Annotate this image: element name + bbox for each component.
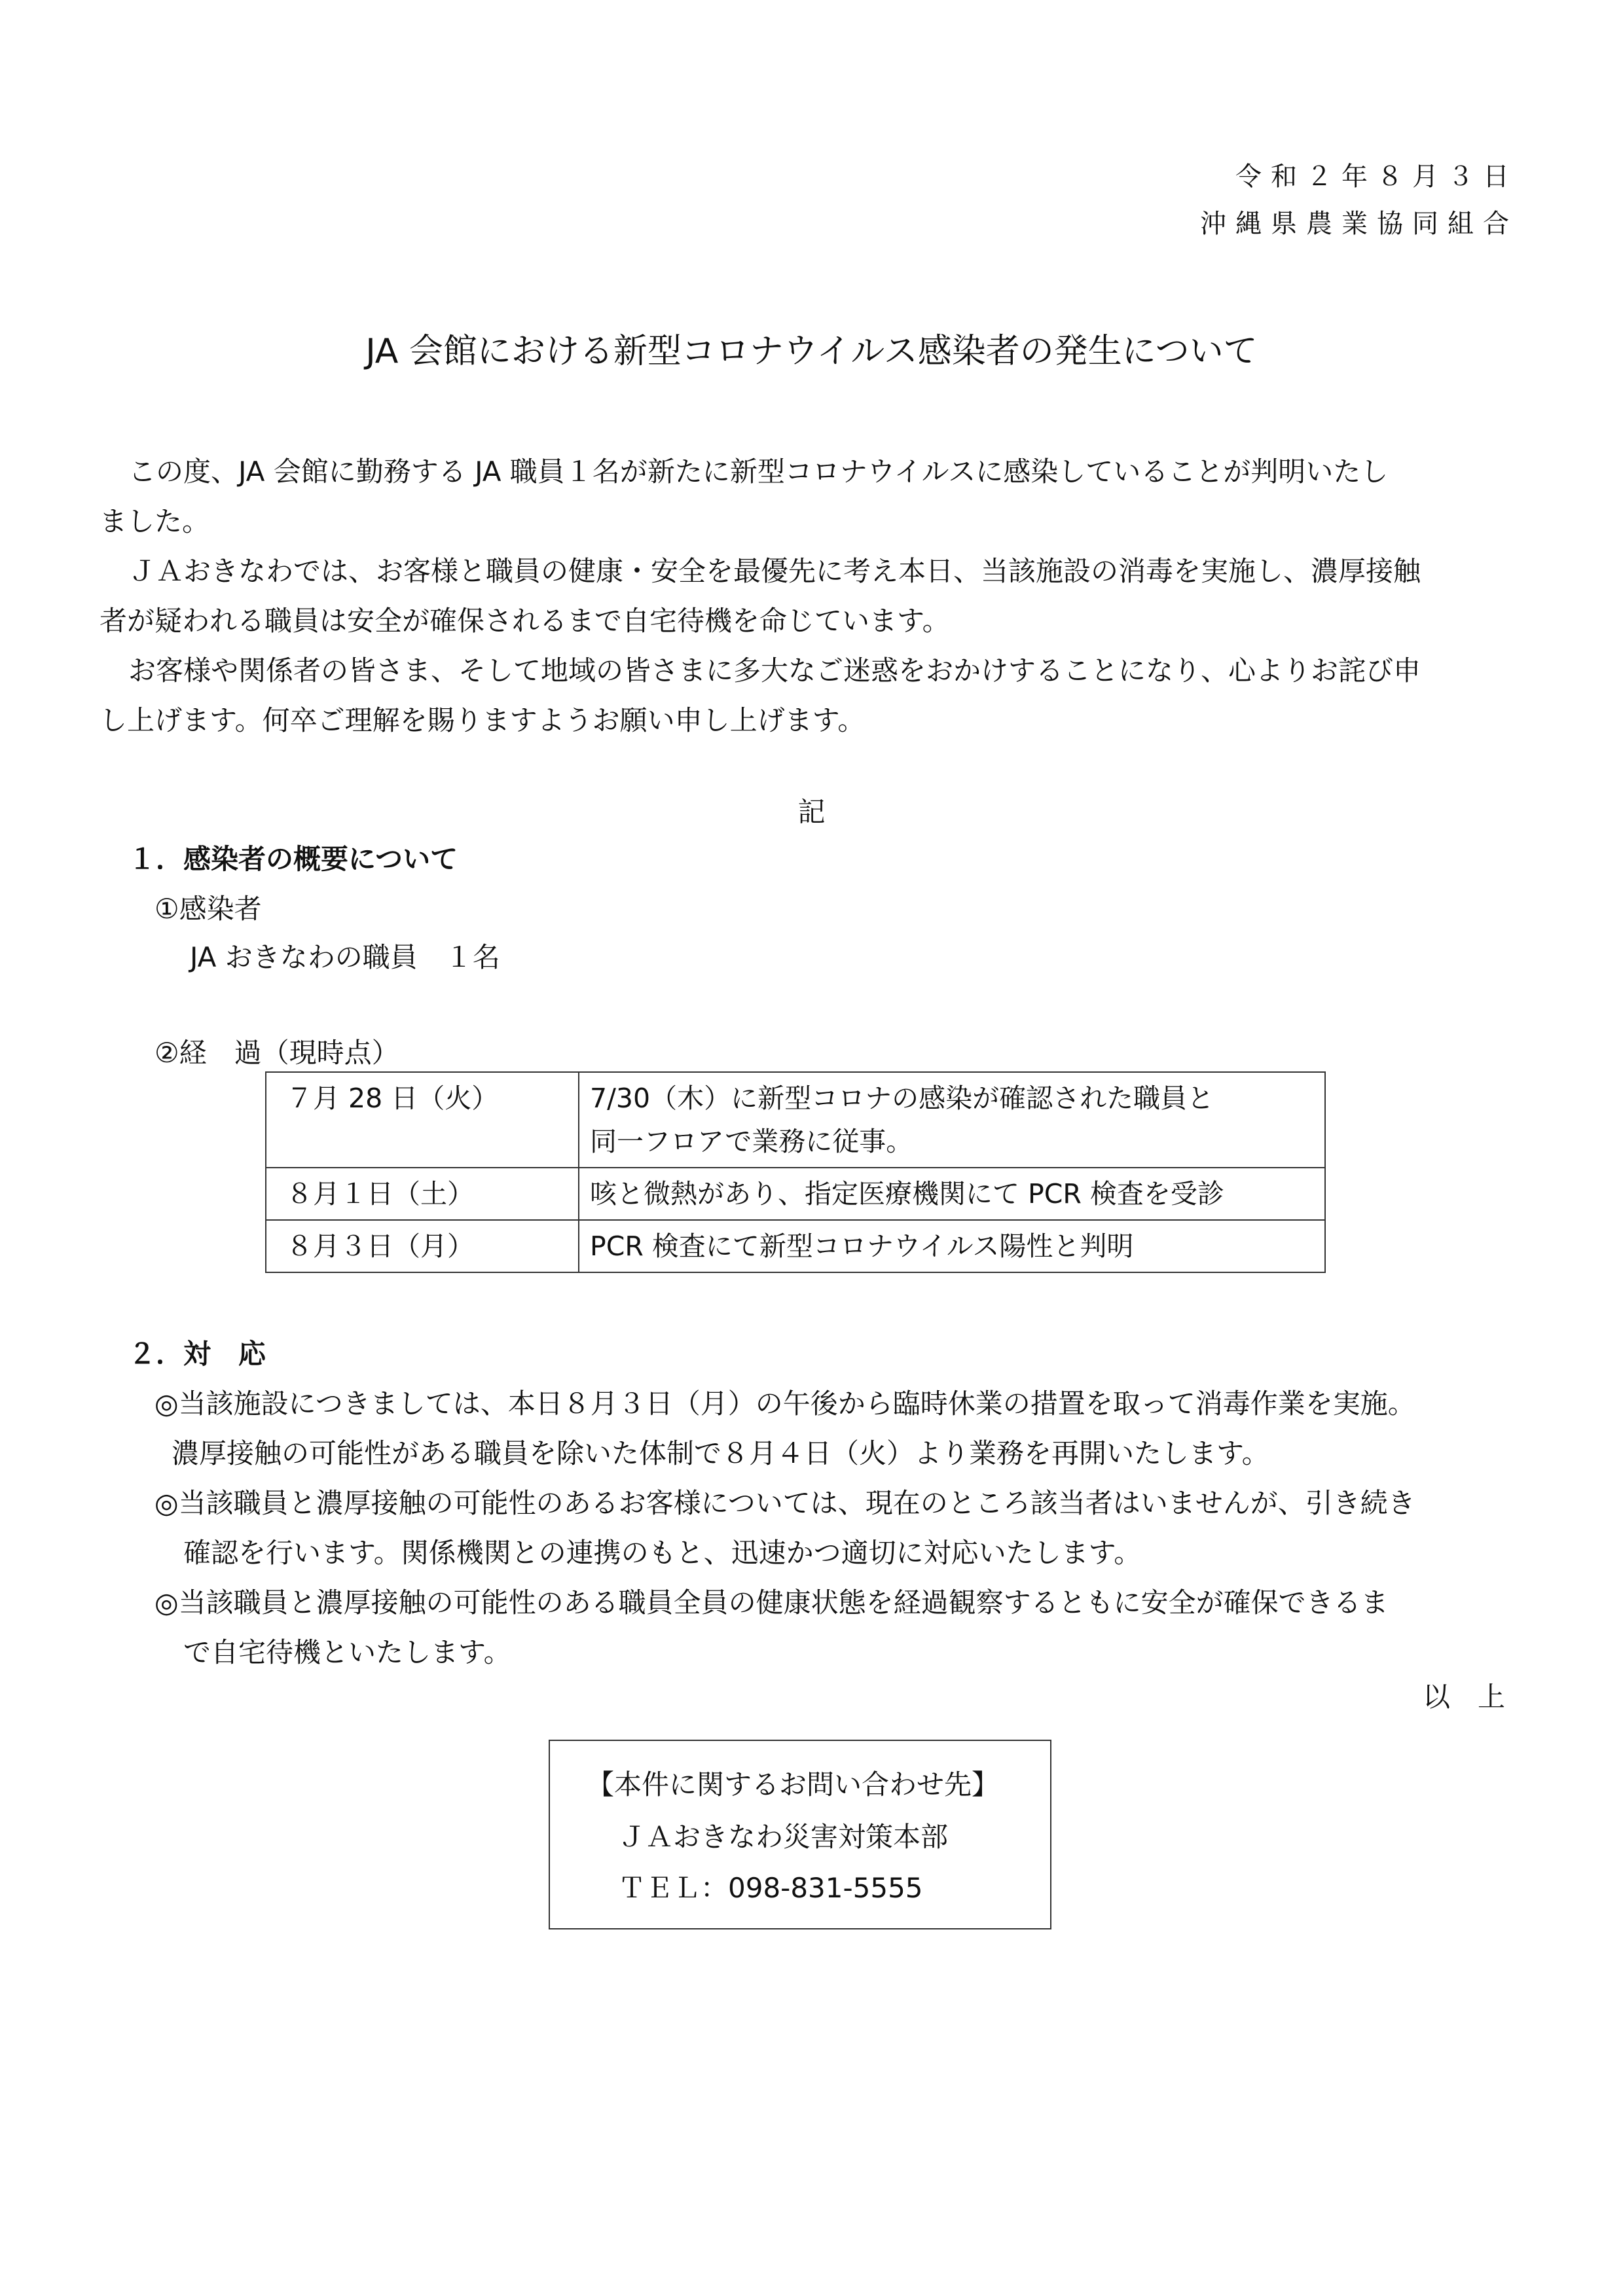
response-item-2-cont: 確認を行います。関係機関との連携のもと、迅速かつ適切に対応いたします。 bbox=[183, 1537, 1142, 1569]
progress-table bbox=[265, 1071, 1326, 1273]
ki-heading: 記 bbox=[797, 796, 826, 828]
infected-label: ①感染者 bbox=[155, 893, 262, 925]
p2-line1: ＪＡおきなわでは、お客様と職員の健康・安全を最優先に考え本日、当該施設の消毒を実施し、濃厚接触 bbox=[128, 555, 1421, 587]
p1-line2: ました。 bbox=[100, 505, 210, 537]
p3-line1: お客様や関係者の皆さま、そして地域の皆さまに多大なご迷惑をおかけすることになり、心よりお詫び申 bbox=[128, 655, 1421, 687]
table-cell-date: ８月１日（土） bbox=[266, 1168, 579, 1220]
response-item-3: ◎当該職員と濃厚接触の可能性のある職員全員の健康状態を経過観察するともに安全が確保できるま bbox=[155, 1587, 1389, 1619]
document-title: JA 会館における新型コロナウイルス感染者の発生について bbox=[365, 332, 1258, 371]
body-paragraph-3 bbox=[100, 649, 1421, 689]
issuing-organization: 沖縄県農業協同組合 bbox=[1200, 209, 1518, 239]
table-row bbox=[266, 1072, 1325, 1168]
response-item-1: ◎当該施設につきましては、本日８月３日（月）の午後から臨時休業の措置を取って消毒作業を実施。 bbox=[155, 1388, 1415, 1420]
table-row bbox=[266, 1220, 1325, 1272]
body-paragraph-1 bbox=[100, 450, 1388, 490]
response-item-1-cont: 濃厚接触の可能性がある職員を除いた体制で８月４日（火）より業務を再開いたします。 bbox=[172, 1437, 1269, 1469]
contact-phone: ＴＥＬ：098-831-5555 bbox=[618, 1872, 923, 1904]
contact-heading: 【本件に関するお問い合わせ先】 bbox=[587, 1768, 1000, 1801]
table-cell-event bbox=[579, 1072, 1325, 1168]
p2-line2: 者が疑われる職員は安全が確保されるまで自宅待機を命じています。 bbox=[100, 605, 950, 637]
contact-box bbox=[549, 1740, 1051, 1929]
event-line: 同一フロアで業務に従事。 bbox=[590, 1126, 913, 1157]
event-line: 7/30（木）に新型コロナの感染が確認された職員と bbox=[590, 1083, 1214, 1114]
section1-heading: １．感染者の概要について bbox=[128, 843, 458, 875]
p1-line1: この度、JA 会館に勤務する JA 職員１名が新たに新型コロナウイルスに感染していることが判明いたし bbox=[128, 456, 1389, 488]
infected-value: JA おきなわの職員 １名 bbox=[190, 941, 500, 973]
table-row bbox=[266, 1168, 1325, 1220]
section2-heading: ２．対 応 bbox=[128, 1338, 266, 1370]
response-item-3-cont: で自宅待機といたします。 bbox=[183, 1636, 511, 1668]
contact-department: ＪＡおきなわ災害対策本部 bbox=[618, 1821, 949, 1853]
response-item-2: ◎当該職員と濃厚接触の可能性のあるお客様については、現在のところ該当者はいませんが、引き続き bbox=[155, 1487, 1415, 1519]
document-date: 令和２年８月３日 bbox=[1235, 162, 1518, 192]
progress-label: ②経 過（現時点） bbox=[155, 1037, 399, 1069]
p3-line2: し上げます。何卒ご理解を賜りますようお願い申し上げます。 bbox=[100, 704, 866, 736]
closing-mark: 以 上 bbox=[1422, 1681, 1505, 1713]
table-cell-event: 咳と微熱があり、指定医療機関にて PCR 検査を受診 bbox=[579, 1168, 1325, 1220]
table-cell-date: ７月 28 日（火） bbox=[266, 1072, 579, 1168]
body-paragraph-2 bbox=[100, 550, 1421, 589]
table-cell-event: PCR 検査にて新型コロナウイルス陽性と判明 bbox=[579, 1220, 1325, 1272]
table-cell-date: ８月３日（月） bbox=[266, 1220, 579, 1272]
